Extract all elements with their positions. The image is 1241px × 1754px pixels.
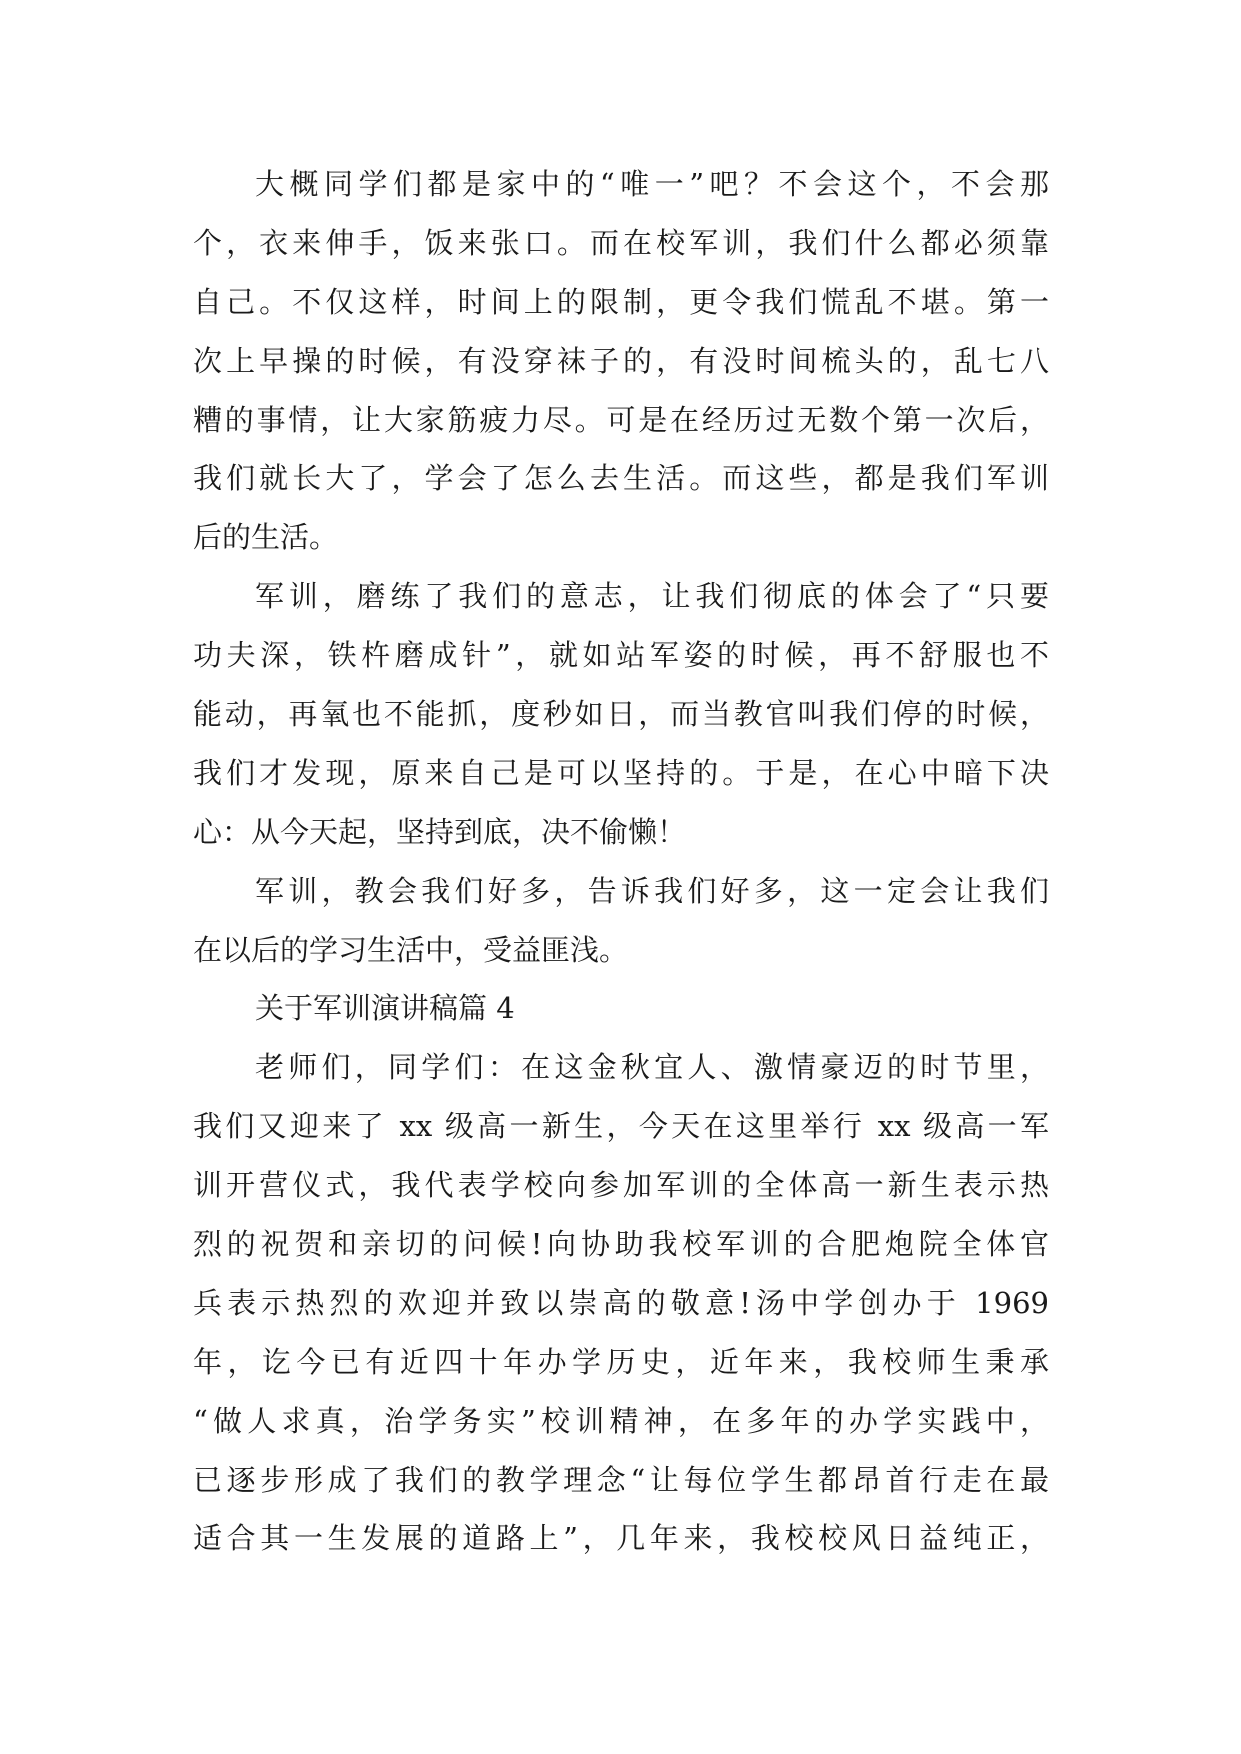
paragraph [193,567,1049,861]
text-line: 年，讫今已有近四十年办学历史，近年来，我校师生秉承 [193,1344,1049,1379]
text-line: 军训，教会我们好多，告诉我们好多，这一定会让我们 [255,873,1049,908]
text-line: 我们就长大了，学会了怎么去生活。而这些，都是我们军训 [193,461,1049,496]
heading-text: 关于军训演讲稿篇 4 [255,991,515,1026]
document-body [193,155,1049,1568]
text-line: 次上早操的时候，有没穿袜子的，有没时间梳头的，乱七八 [193,343,1049,378]
text-line: 烈的祝贺和亲切的问候!向协助我校军训的合肥炮院全体官 [193,1227,1049,1262]
text-line: “做人求真，治学务实”校训精神，在多年的办学实践中， [193,1403,1049,1438]
text-line: 军训，磨练了我们的意志，让我们彻底的体会了“只要 [255,579,1049,614]
text-line: 已逐步形成了我们的教学理念“让每位学生都昂首行走在最 [193,1462,1049,1497]
section-heading [193,979,1049,1038]
paragraph [193,862,1049,980]
text-line: 大概同学们都是家中的“唯一”吧？不会这个，不会那 [255,167,1049,201]
text-line: 糟的事情，让大家筋疲力尽。可是在经历过无数个第一次后， [193,402,1049,437]
text-line: 训开营仪式，我代表学校向参加军训的全体高一新生表示热 [193,1168,1049,1203]
paragraph [193,1038,1049,1568]
text-line: 兵表示热烈的欢迎并致以崇高的敬意!汤中学创办于 1969 [193,1285,1049,1320]
text-line: 后的生活。 [193,520,339,555]
text-line: 我们才发现，原来自己是可以坚持的。于是，在心中暗下决 [193,755,1049,790]
text-line: 适合其一生发展的道路上”，几年来，我校校风日益纯正， [193,1521,1049,1556]
text-line: 在以后的学习生活中，受益匪浅。 [193,932,629,967]
text-line: 我们又迎来了 xx 级高一新生，今天在这里举行 xx 级高一军 [193,1109,1049,1144]
text-line: 功夫深，铁杵磨成针”，就如站军姿的时候，再不舒服也不 [193,638,1049,673]
text-line: 自己。不仅这样，时间上的限制，更令我们慌乱不堪。第一 [193,284,1049,319]
text-line: 个，衣来伸手，饭来张口。而在校军训，我们什么都必须靠 [193,225,1049,260]
text-line: 能动，再氧也不能抓，度秒如日，而当教官叫我们停的时候， [193,697,1049,732]
paragraph [193,155,1049,567]
text-line: 老师们，同学们：在这金秋宜人、激情豪迈的时节里， [255,1050,1049,1085]
text-line: 心：从今天起，坚持到底，决不偷懒！ [193,814,687,849]
